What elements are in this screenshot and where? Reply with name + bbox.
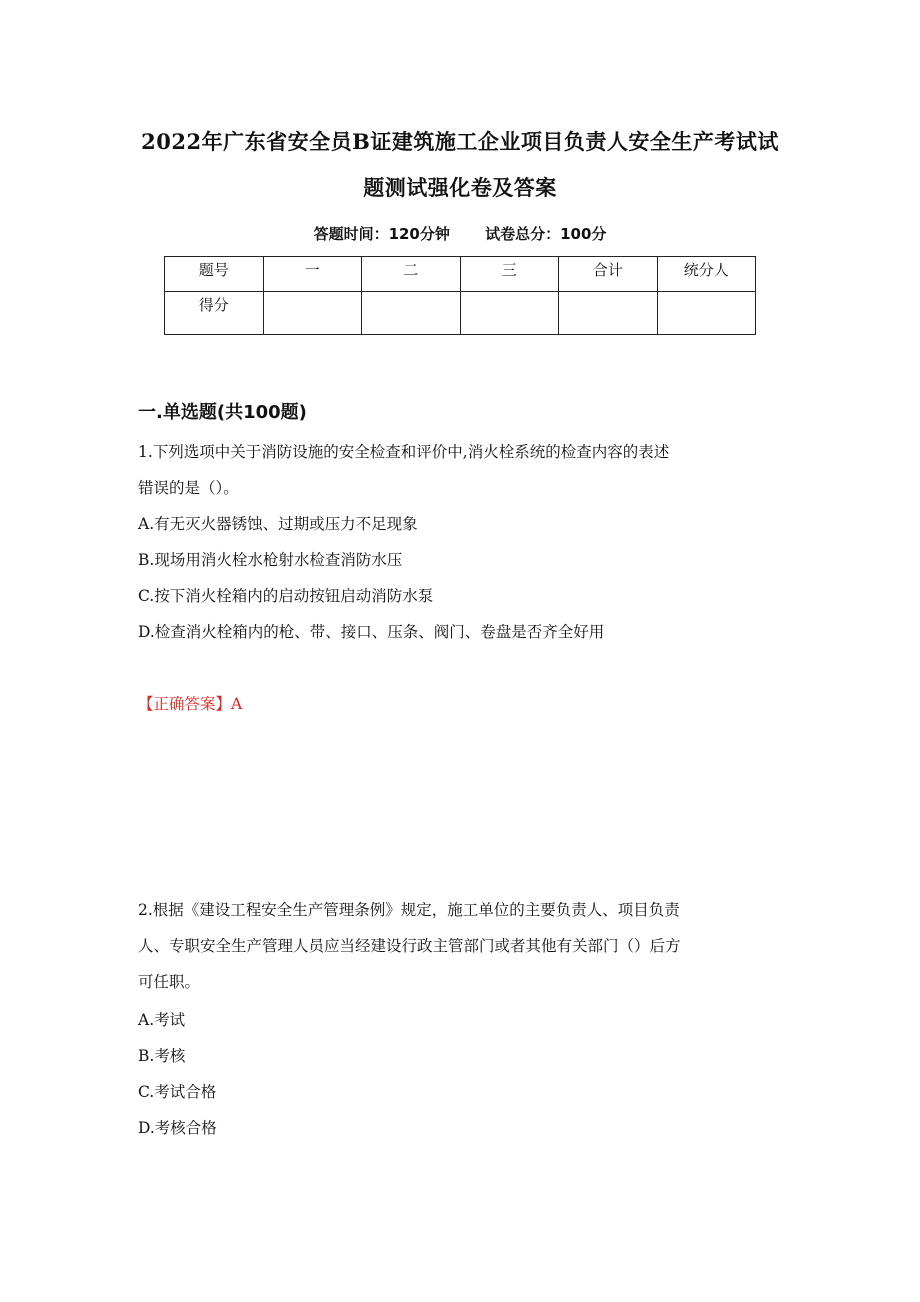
score-table-cell bbox=[460, 292, 559, 335]
question-1-option-c: C.按下消火栓箱内的启动按钮启动消防水泵 bbox=[138, 587, 434, 605]
score-table-cell bbox=[263, 292, 362, 335]
score-table-header-cell: 一 bbox=[263, 257, 362, 292]
score-table-header-cell: 三 bbox=[460, 257, 559, 292]
score-table-cell bbox=[559, 292, 658, 335]
exam-total-score: 试卷总分：100分 bbox=[485, 225, 607, 243]
exam-duration: 答题时间：120分钟 bbox=[313, 225, 450, 243]
score-table-header-row bbox=[165, 257, 756, 292]
question-2-stem-line-1: 2.根据《建设工程安全生产管理条例》规定，施工单位的主要负责人、项目负责 bbox=[138, 901, 680, 919]
score-table-header-cell: 题号 bbox=[165, 257, 264, 292]
question-2-option-c: C.考试合格 bbox=[138, 1083, 217, 1101]
question-2-stem-line-2: 人、专职安全生产管理人员应当经建设行政主管部门或者其他有关部门（）后方 bbox=[138, 937, 681, 955]
score-table-cell bbox=[362, 292, 461, 335]
score-table-score-row bbox=[165, 292, 756, 335]
question-1-option-a: A.有无灭火器锈蚀、过期或压力不足现象 bbox=[138, 515, 418, 533]
question-1-stem-line-1: 1.下列选项中关于消防设施的安全检查和评价中,消火栓系统的检查内容的表述 bbox=[138, 443, 670, 461]
question-1-option-d: D.检查消火栓箱内的枪、带、接口、压条、阀门、卷盘是否齐全好用 bbox=[138, 623, 605, 641]
question-1-option-b: B.现场用消火栓水枪射水检查消防水压 bbox=[138, 551, 403, 569]
question-2-option-b: B.考核 bbox=[138, 1047, 186, 1065]
question-1-stem-line-2: 错误的是（）。 bbox=[138, 479, 239, 497]
exam-meta bbox=[0, 223, 920, 244]
score-table-cell bbox=[657, 292, 756, 335]
question-2-stem-line-3: 可任职。 bbox=[138, 973, 201, 991]
score-table-header-cell: 二 bbox=[362, 257, 461, 292]
question-2-option-a: A.考试 bbox=[138, 1011, 186, 1029]
document-title-line-1: 2022年广东省安全员B证建筑施工企业项目负责人安全生产考试试 bbox=[141, 129, 779, 154]
section-title: 一.单选题(共100题) bbox=[138, 402, 307, 423]
score-table-header-cell: 统分人 bbox=[657, 257, 756, 292]
question-1-answer: 【正确答案】A bbox=[138, 695, 243, 713]
question-2-option-d: D.考核合格 bbox=[138, 1119, 217, 1137]
document-title-line-2: 题测试强化卷及答案 bbox=[363, 175, 557, 200]
score-table-header-cell: 合计 bbox=[559, 257, 658, 292]
score-table-cell: 得分 bbox=[165, 292, 264, 335]
score-table bbox=[164, 256, 756, 335]
